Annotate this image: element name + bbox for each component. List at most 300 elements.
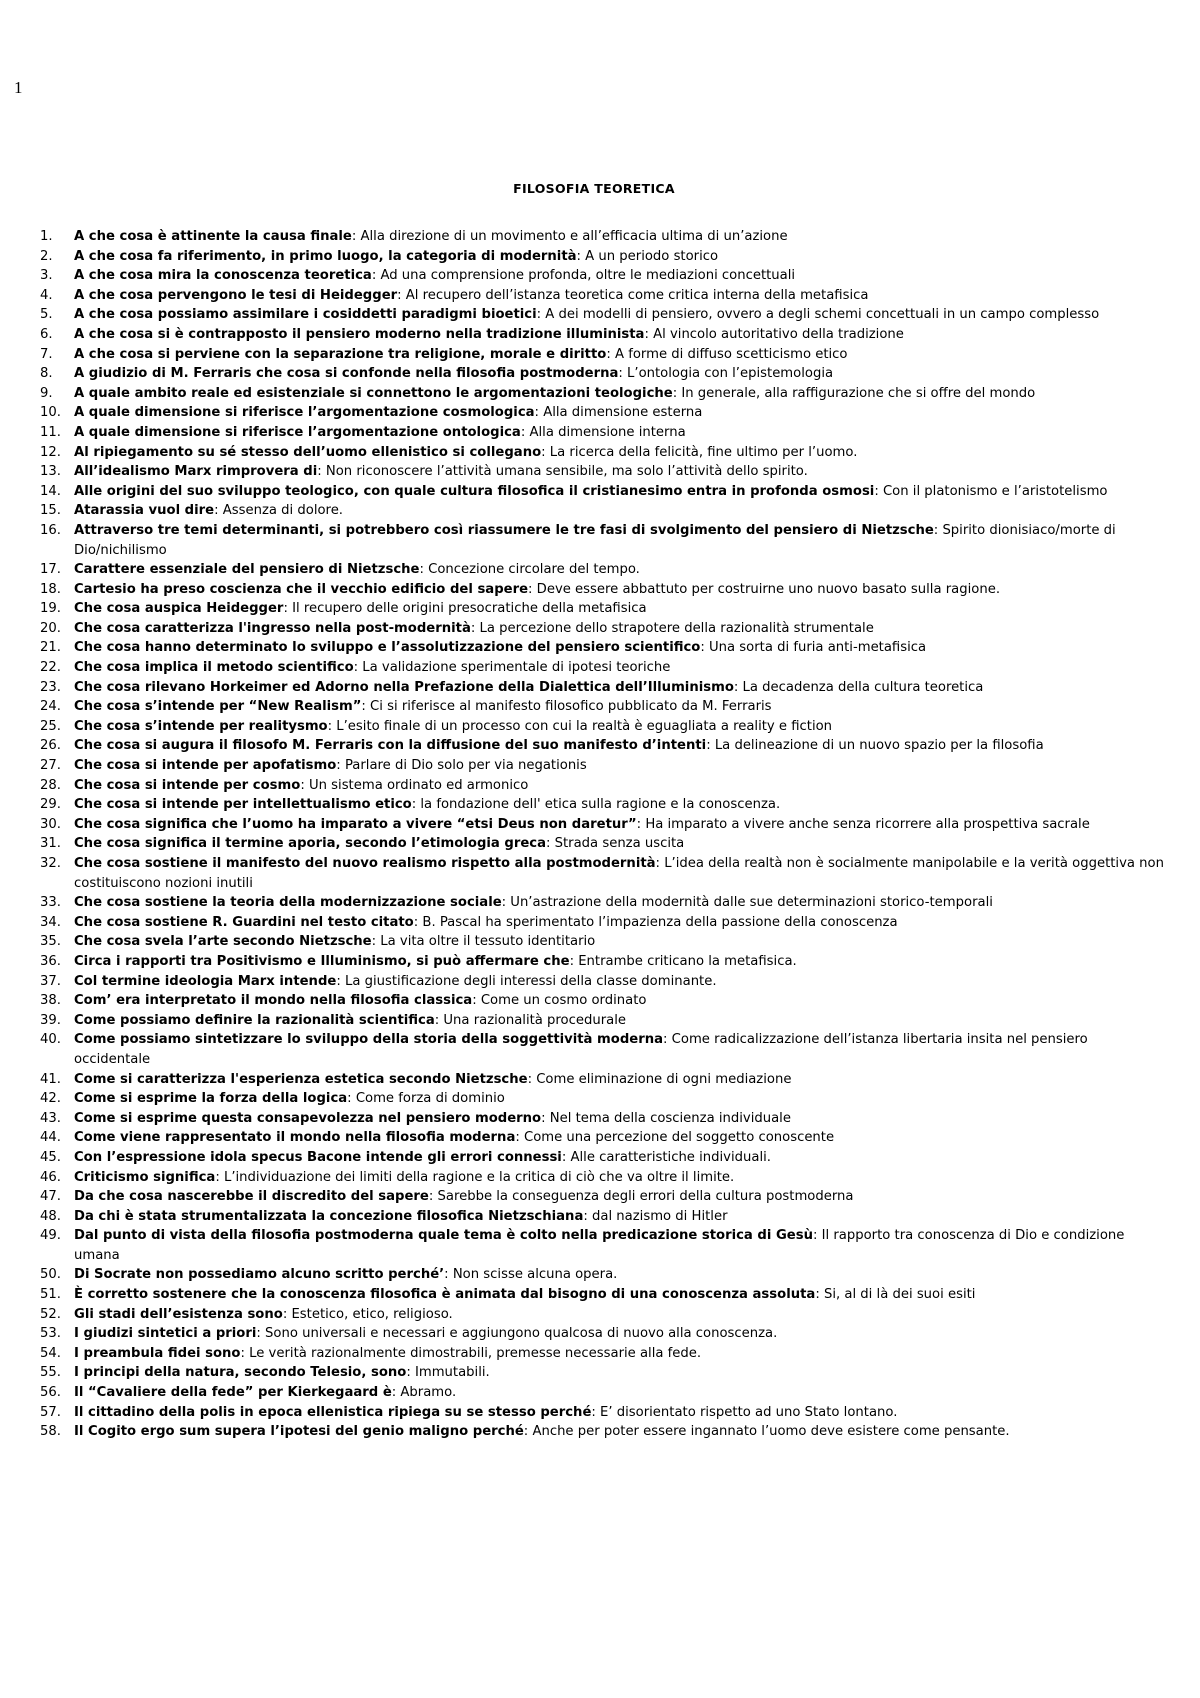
list-item: [40, 364, 1165, 384]
question-text: A quale dimensione si riferisce l’argomentazione ontologica: [74, 424, 521, 440]
item-number: 31.: [40, 836, 61, 852]
item-text: [74, 717, 1165, 737]
question-text: A che cosa si è contrapposto il pensiero moderno nella tradizione illuminista: [74, 326, 645, 342]
answer-text: B. Pascal ha sperimentato l’impazienza della passione della conoscenza: [422, 914, 898, 930]
item-number: 34.: [40, 914, 61, 930]
separator: :: [428, 1189, 438, 1205]
list-item: [40, 678, 1165, 698]
separator: :: [353, 660, 363, 676]
item-number: 30.: [40, 816, 61, 832]
answer-text: Parlare di Dio solo per via negationis: [344, 758, 587, 774]
question-text: Che cosa sostiene il manifesto del nuovo realismo rispetto alla postmodernità: [74, 856, 656, 871]
answer-text: Ad una comprensione profonda, oltre le mediazioni concettuali: [380, 268, 796, 284]
list-item: [40, 815, 1165, 835]
answer-text: Una sorta di furia anti-metafisica: [709, 640, 927, 656]
question-text: A che cosa si perviene con la separazione tra religione, morale e diritto: [74, 346, 607, 362]
separator: :: [371, 268, 381, 284]
item-number: 18.: [40, 581, 61, 597]
question-text: Come viene rappresentato il mondo nella filosofia moderna: [74, 1130, 516, 1146]
item-number: 5.: [40, 307, 53, 323]
question-text: Che cosa sostiene R. Guardini nel testo citato: [74, 914, 414, 930]
separator: :: [336, 973, 345, 989]
question-text: I giudizi sintetici a priori: [74, 1326, 257, 1342]
item-text: [74, 501, 1165, 521]
item-number: 19.: [40, 601, 61, 617]
question-text: Come possiamo definire la razionalità scientifica: [74, 1012, 435, 1028]
question-text: Di Socrate non possediamo alcuno scritto perché’: [74, 1267, 445, 1283]
item-number: 33.: [40, 895, 61, 911]
list-item: [40, 384, 1165, 404]
question-text: Col termine ideologia Marx intende: [74, 973, 337, 989]
item-number: 23.: [40, 679, 61, 695]
list-item: [40, 286, 1165, 306]
item-text: [74, 345, 1165, 365]
question-text: Al ripiegamento su sé stesso dell’uomo ellenistico si collegano: [74, 444, 542, 460]
question-text: A che cosa pervengono le tesi di Heidegger: [74, 287, 398, 303]
list-item: [40, 482, 1165, 502]
separator: :: [371, 934, 381, 950]
answer-text: Si, al di là dei suoi esiti: [823, 1287, 976, 1303]
item-number: 45.: [40, 1149, 61, 1165]
question-text: Che cosa s’intende per realitysmo: [74, 718, 328, 734]
item-text: [74, 384, 1165, 404]
item-text: [74, 678, 1165, 698]
list-item: [40, 521, 1165, 560]
separator: :: [361, 699, 371, 715]
item-number: 28.: [40, 777, 61, 793]
answer-text: L’individuazione dei limiti della ragione e la critica di ciò che va oltre il limite.: [223, 1169, 735, 1185]
list-item: [40, 1265, 1165, 1285]
answer-text: Strada senza uscita: [554, 836, 685, 852]
separator: :: [672, 385, 682, 401]
question-text: Come possiamo sintetizzare lo sviluppo della storia della soggettività moderna: [74, 1032, 664, 1048]
list-item: [40, 1011, 1165, 1031]
separator: :: [501, 895, 511, 911]
question-text: A quale ambito reale ed esistenziale si connettono le argomentazioni teologiche: [74, 385, 673, 401]
item-number: 51.: [40, 1287, 61, 1303]
answer-text: la fondazione dell' etica sulla ragione e la conoscenza.: [420, 797, 781, 813]
answer-text: Entrambe criticano la metafisica.: [578, 953, 797, 969]
question-text: Che cosa hanno determinato lo sviluppo e l’assolutizzazione del pensiero scientifico: [74, 640, 701, 656]
item-number: 50.: [40, 1267, 61, 1283]
item-number: 11.: [40, 424, 61, 440]
separator: :: [815, 1287, 824, 1303]
question-text: Che cosa svela l’arte secondo Nietzsche: [74, 934, 372, 950]
list-item: [40, 580, 1165, 600]
answer-text: Ha imparato a vivere anche senza ricorrere alla prospettiva sacrale: [645, 816, 1090, 832]
separator: :: [413, 914, 423, 930]
item-number: 12.: [40, 444, 61, 460]
separator: :: [351, 229, 361, 244]
answer-text: Estetico, etico, religioso.: [291, 1306, 453, 1322]
item-number: 46.: [40, 1169, 61, 1185]
list-item: [40, 736, 1165, 756]
list-item: [40, 325, 1165, 345]
question-text: A che cosa fa riferimento, in primo luogo, la categoria di modernità: [74, 248, 577, 264]
list-item: [40, 1070, 1165, 1090]
list-item: [40, 1324, 1165, 1344]
answer-text: Come forza di dominio: [355, 1091, 505, 1107]
item-number: 36.: [40, 953, 61, 969]
document-title: FILOSOFIA TEORETICA: [513, 181, 675, 196]
item-text: [74, 658, 1165, 678]
item-number: 38.: [40, 993, 61, 1009]
question-text: Come si caratterizza l'esperienza estetica secondo Nietzsche: [74, 1071, 528, 1087]
question-text: Attraverso tre temi determinanti, si potrebbero così riassumere le tre fasi di svolgimento del pensiero di Nietzsche: [74, 522, 934, 538]
item-number: 16.: [40, 522, 61, 538]
answer-text: Come un cosmo ordinato: [480, 993, 647, 1009]
list-item: [40, 658, 1165, 678]
item-text: [74, 776, 1165, 796]
separator: :: [663, 1032, 672, 1048]
list-item: [40, 501, 1165, 521]
separator: :: [576, 248, 586, 264]
item-number: 52.: [40, 1306, 61, 1322]
item-text: [74, 305, 1165, 325]
list-item: [40, 952, 1165, 972]
item-number: 13.: [40, 464, 61, 480]
list-item: [40, 1109, 1165, 1129]
answer-text: Abramo.: [400, 1385, 457, 1401]
list-item: [40, 1226, 1165, 1265]
question-text: Che cosa rilevano Horkeimer ed Adorno nella Prefazione della Dialettica dell’Illuminismo: [74, 679, 734, 695]
separator: :: [874, 483, 883, 499]
question-text: Da chi è stata strumentalizzata la concezione filosofica Nietzschiana: [74, 1208, 584, 1224]
answer-text: Sono universali e necessari e aggiungono qualcosa di nuovo alla conoscenza.: [265, 1326, 778, 1342]
question-text: Carattere essenziale del pensiero di Nietzsche: [74, 562, 420, 578]
question-text: A che cosa è attinente la causa finale: [74, 229, 352, 244]
answer-text: Come una percezione del soggetto conoscente: [524, 1130, 835, 1146]
list-item: [40, 893, 1165, 913]
item-text: [74, 462, 1165, 482]
separator: :: [411, 797, 421, 813]
separator: :: [520, 424, 530, 440]
answer-text: A forme di diffuso scetticismo etico: [615, 346, 848, 362]
list-item: [40, 345, 1165, 365]
item-text: [74, 756, 1165, 776]
separator: :: [327, 718, 337, 734]
question-text: Come si esprime la forza della logica: [74, 1091, 348, 1107]
list-item: [40, 423, 1165, 443]
separator: :: [515, 1130, 524, 1146]
item-number: 44.: [40, 1130, 61, 1146]
list-item: [40, 266, 1165, 286]
separator: :: [256, 1326, 266, 1342]
question-text: È corretto sostenere che la conoscenza filosofica è animata dal bisogno di una conoscenza assoluta: [74, 1287, 816, 1303]
answer-text: Il rapporto tra conoscenza di Dio e condizione umana: [74, 1228, 1125, 1263]
separator: :: [644, 326, 654, 342]
item-text: [74, 521, 1165, 560]
question-text: Atarassia vuol dire: [74, 503, 215, 519]
item-text: [74, 266, 1165, 286]
item-text: [74, 1285, 1165, 1305]
page-number: 1: [14, 78, 23, 97]
separator: :: [636, 816, 646, 832]
answer-text: La decadenza della cultura teoretica: [742, 679, 984, 695]
item-number: 26.: [40, 738, 61, 754]
separator: :: [336, 758, 345, 774]
separator: :: [240, 1345, 250, 1361]
item-text: [74, 1030, 1165, 1069]
answer-text: L’esito finale di un processo con cui la realtà è eguagliata a reality e fiction: [336, 718, 833, 734]
separator: :: [618, 366, 628, 382]
separator: :: [215, 1169, 224, 1185]
answer-text: Alla dimensione esterna: [543, 405, 703, 421]
item-text: [74, 1168, 1165, 1188]
item-text: [74, 1422, 1165, 1442]
separator: :: [434, 1012, 444, 1028]
separator: :: [406, 1365, 415, 1381]
answer-text: Al vincolo autoritativo della tradizione: [653, 326, 904, 342]
item-number: 40.: [40, 1032, 61, 1048]
item-text: [74, 286, 1165, 306]
list-item: [40, 1285, 1165, 1305]
item-text: [74, 815, 1165, 835]
list-item: [40, 247, 1165, 267]
question-text: Che cosa sostiene la teoria della modernizzazione sociale: [74, 895, 502, 911]
separator: :: [534, 405, 544, 421]
item-number: 57.: [40, 1404, 61, 1420]
item-text: [74, 913, 1165, 933]
question-text: A giudizio di M. Ferraris che cosa si confonde nella filosofia postmoderna: [74, 366, 619, 382]
separator: :: [283, 601, 293, 617]
list-item: [40, 932, 1165, 952]
question-text: A quale dimensione si riferisce l’argomentazione cosmologica: [74, 405, 535, 421]
list-item: [40, 1030, 1165, 1069]
question-text: A che cosa mira la conoscenza teoretica: [74, 268, 372, 284]
answer-text: A un periodo storico: [585, 248, 719, 264]
list-item: [40, 756, 1165, 776]
item-text: [74, 560, 1165, 580]
question-text: I preambula fidei sono: [74, 1345, 241, 1361]
item-number: 14.: [40, 483, 61, 499]
separator: :: [523, 1424, 533, 1440]
item-text: [74, 325, 1165, 345]
list-item: [40, 462, 1165, 482]
question-text: Il cittadino della polis in epoca ellenistica ripiega su se stesso perché: [74, 1404, 592, 1420]
question-text: Alle origini del suo sviluppo teologico, con quale cultura filosofica il cristianesimo entra in profonda osmosi: [74, 483, 875, 499]
item-text: [74, 1305, 1165, 1325]
item-number: 42.: [40, 1091, 61, 1107]
separator: :: [706, 738, 715, 754]
item-number: 32.: [40, 856, 61, 871]
list-item: [40, 638, 1165, 658]
list-item: [40, 1168, 1165, 1188]
item-number: 37.: [40, 973, 61, 989]
item-number: 24.: [40, 699, 61, 715]
item-text: [74, 1109, 1165, 1129]
item-number: 39.: [40, 1012, 61, 1028]
separator: :: [583, 1208, 592, 1224]
separator: :: [561, 1149, 571, 1165]
answer-text: Ci si riferisce al manifesto filosofico pubblicato da M. Ferraris: [370, 699, 772, 715]
list-item: [40, 1187, 1165, 1207]
answer-text: L’idea della realtà non è socialmente manipolabile e la verità oggettiva non costituiscono nozioni inutili: [74, 856, 1164, 891]
item-text: [74, 423, 1165, 443]
list-item: [40, 1148, 1165, 1168]
item-text: [74, 443, 1165, 463]
question-text: Cartesio ha preso coscienza che il vecchio edificio del sapere: [74, 581, 529, 597]
item-number: 20.: [40, 620, 61, 636]
list-item: [40, 443, 1165, 463]
list-item: [40, 1305, 1165, 1325]
item-number: 3.: [40, 268, 53, 284]
question-text: Gli stadi dell’esistenza sono: [74, 1306, 283, 1322]
answer-text: La delineazione di un nuovo spazio per la filosofia: [714, 738, 1044, 754]
item-number: 6.: [40, 326, 53, 342]
item-text: [74, 697, 1165, 717]
answer-text: dal nazismo di Hitler: [592, 1208, 728, 1224]
question-text: Com’ era interpretato il mondo nella filosofia classica: [74, 993, 473, 1009]
item-text: [74, 1363, 1165, 1383]
list-item: [40, 1128, 1165, 1148]
answer-text: La validazione sperimentale di ipotesi teoriche: [362, 660, 671, 676]
list-item: [40, 1422, 1165, 1442]
question-text: I principi della natura, secondo Telesio, sono: [74, 1365, 407, 1381]
separator: :: [470, 620, 480, 636]
item-text: [74, 1383, 1165, 1403]
answer-text: Immutabili.: [414, 1365, 490, 1381]
item-number: 55.: [40, 1365, 61, 1381]
item-text: [74, 482, 1165, 502]
list-item: [40, 1207, 1165, 1227]
list-item: [40, 854, 1165, 893]
question-answer-list: [40, 227, 1165, 1442]
list-item: [40, 403, 1165, 423]
question-text: Che cosa s’intende per “New Realism”: [74, 699, 362, 715]
item-text: [74, 854, 1165, 893]
item-text: [74, 952, 1165, 972]
list-item: [40, 913, 1165, 933]
list-item: [40, 1363, 1165, 1383]
item-number: 8.: [40, 366, 53, 382]
answer-text: Concezione circolare del tempo.: [428, 562, 640, 578]
item-number: 21.: [40, 640, 61, 656]
question-text: All’idealismo Marx rimprovera di: [74, 464, 318, 480]
question-text: Che cosa si intende per apofatismo: [74, 758, 337, 774]
answer-text: A dei modelli di pensiero, ovvero a degli schemi concettuali in un campo complesso: [545, 307, 1100, 323]
item-number: 43.: [40, 1110, 61, 1126]
answer-text: Le verità razionalmente dimostrabili, premesse necessarie alla fede.: [249, 1345, 702, 1361]
item-text: [74, 364, 1165, 384]
separator: :: [541, 1110, 550, 1126]
item-number: 4.: [40, 287, 53, 303]
item-number: 25.: [40, 718, 61, 734]
item-text: [74, 619, 1165, 639]
item-number: 15.: [40, 503, 61, 519]
answer-text: L’ontologia con l’epistemologia: [627, 366, 834, 382]
item-text: [74, 403, 1165, 423]
list-item: [40, 776, 1165, 796]
item-number: 7.: [40, 346, 53, 362]
question-text: Dal punto di vista della filosofia postmoderna quale tema è colto nella predicazione storica di Gesù: [74, 1228, 813, 1244]
question-text: Come si esprime questa consapevolezza nel pensiero moderno: [74, 1110, 542, 1126]
list-item: [40, 717, 1165, 737]
answer-text: La percezione dello strapotere della razionalità strumentale: [479, 620, 874, 636]
separator: :: [527, 1071, 537, 1087]
item-text: [74, 972, 1165, 992]
question-text: Che cosa si augura il filosofo M. Ferraris con la diffusione del suo manifesto d’intenti: [74, 738, 707, 754]
separator: :: [528, 581, 537, 597]
list-item: [40, 1344, 1165, 1364]
item-text: [74, 1070, 1165, 1090]
answer-text: Non scisse alcuna opera.: [452, 1267, 618, 1283]
answer-text: Spirito dionisiaco/morte di Dio/nichilismo: [74, 522, 1116, 558]
answer-text: Sarebbe la conseguenza degli errori della cultura postmoderna: [437, 1189, 854, 1205]
item-text: [74, 736, 1165, 756]
list-item: [40, 1383, 1165, 1403]
separator: :: [569, 953, 579, 969]
list-item: [40, 305, 1165, 325]
item-number: 47.: [40, 1189, 61, 1205]
item-text: [74, 1226, 1165, 1265]
item-text: [74, 795, 1165, 815]
item-number: 1.: [40, 229, 53, 244]
answer-text: Come eliminazione di ogni mediazione: [536, 1071, 792, 1087]
separator: :: [300, 777, 309, 793]
item-number: 48.: [40, 1208, 61, 1224]
answer-text: Assenza di dolore.: [222, 503, 343, 519]
item-number: 49.: [40, 1228, 61, 1244]
separator: :: [591, 1404, 601, 1420]
separator: :: [282, 1306, 292, 1322]
item-number: 22.: [40, 660, 61, 676]
answer-text: Il recupero delle origini presocratiche della metafisica: [292, 601, 647, 617]
item-number: 53.: [40, 1326, 61, 1342]
question-text: Che cosa caratterizza l'ingresso nella post-modernità: [74, 620, 471, 636]
separator: :: [472, 993, 481, 1009]
separator: :: [536, 307, 546, 323]
answer-text: La giustificazione degli interessi della classe dominante.: [344, 973, 717, 989]
answer-text: Alla direzione di un movimento e all’efficacia ultima di un’azione: [360, 229, 788, 244]
item-text: [74, 1344, 1165, 1364]
separator: :: [391, 1385, 401, 1401]
answer-text: Anche per poter essere ingannato l’uomo deve esistere come pensante.: [532, 1424, 1010, 1440]
item-text: [74, 227, 1165, 247]
item-text: [74, 1324, 1165, 1344]
separator: :: [317, 464, 326, 480]
separator: :: [444, 1267, 453, 1283]
list-item: [40, 227, 1165, 247]
separator: :: [347, 1091, 356, 1107]
answer-text: Con il platonismo e l’aristotelismo: [882, 483, 1108, 499]
separator: :: [541, 444, 550, 460]
answer-text: Alla dimensione interna: [529, 424, 686, 440]
answer-text: Deve essere abbattuto per costruirne uno nuovo basato sulla ragione.: [536, 581, 1001, 597]
list-item: [40, 697, 1165, 717]
separator: :: [655, 856, 665, 871]
list-item: [40, 972, 1165, 992]
answer-text: Non riconoscere l’attività umana sensibile, ma solo l’attività dello spirito.: [325, 464, 808, 480]
answer-text: Un’astrazione della modernità dalle sue determinazioni storico-temporali: [510, 895, 993, 911]
item-number: 56.: [40, 1385, 61, 1401]
question-text: Che cosa significa che l’uomo ha imparato a vivere “etsi Deus non daretur”: [74, 816, 637, 832]
item-number: 27.: [40, 758, 61, 774]
item-number: 41.: [40, 1071, 61, 1087]
answer-text: Nel tema della coscienza individuale: [549, 1110, 791, 1126]
question-text: Che cosa significa il termine aporia, secondo l’etimologia greca: [74, 836, 546, 852]
item-number: 17.: [40, 562, 61, 578]
item-number: 9.: [40, 385, 53, 401]
item-text: [74, 247, 1165, 267]
item-number: 29.: [40, 797, 61, 813]
separator: :: [733, 679, 743, 695]
question-text: Circa i rapporti tra Positivismo e Illuminismo, si può affermare che: [74, 953, 570, 969]
list-item: [40, 795, 1165, 815]
item-text: [74, 1265, 1165, 1285]
answer-text: Alle caratteristiche individuali.: [570, 1149, 771, 1165]
list-item: [40, 599, 1165, 619]
